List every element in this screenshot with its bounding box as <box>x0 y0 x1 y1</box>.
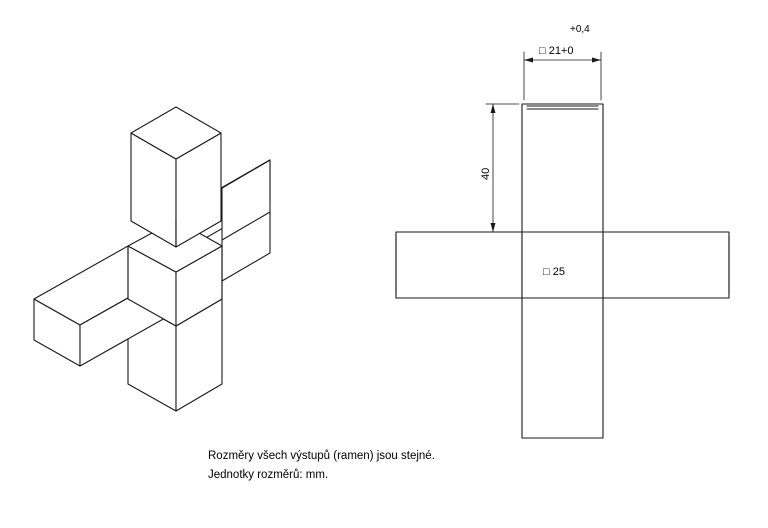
dimension-stub-length-label: 40 <box>480 167 492 180</box>
dimension-stub-width <box>524 52 601 100</box>
dimension-body-width-label: □ 25 <box>543 266 565 278</box>
caption-line-2: Jednotky rozměrů: mm. <box>208 469 329 481</box>
caption-block <box>208 447 628 485</box>
dimension-stub-width-label: □ 21+0 <box>539 45 574 57</box>
isometric-cross-connector <box>34 107 270 411</box>
caption-line-1: Rozměry všech výstupů (ramen) jsou stejné. <box>208 450 435 462</box>
dimension-stub-width-tolerance: +0,4 <box>570 24 590 35</box>
